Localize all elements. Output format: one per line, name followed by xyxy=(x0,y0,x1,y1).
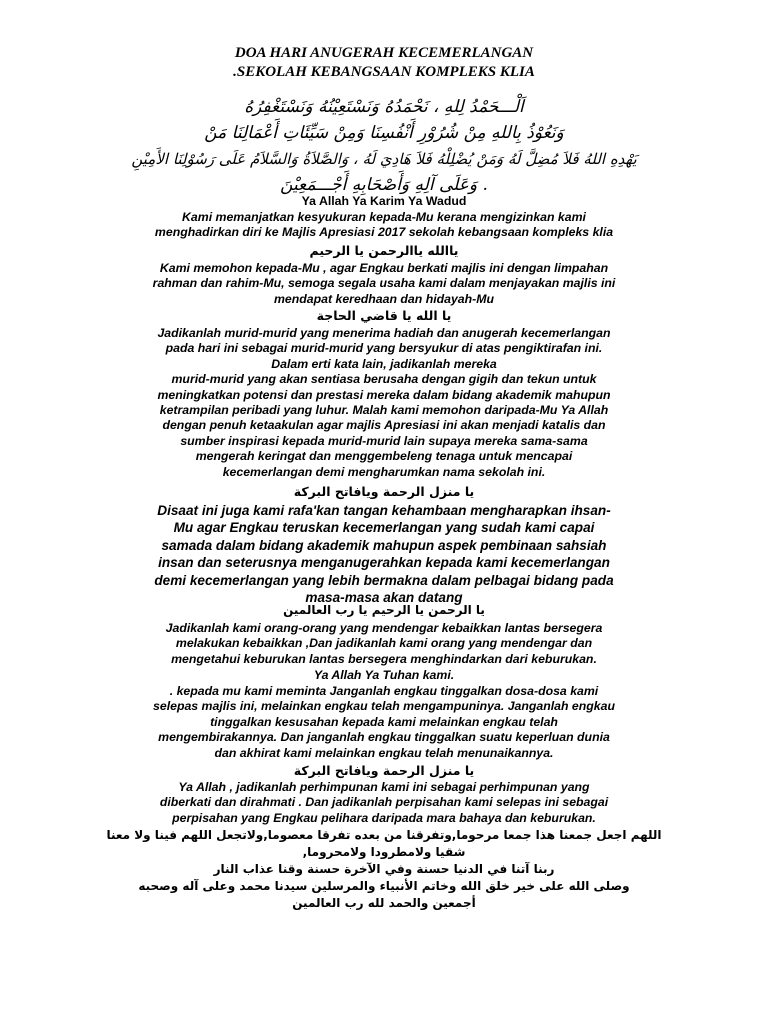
paragraph-line: diberkati dan dirahmati . Dan jadikanlah perpisahan kami selepas ini sebagai xyxy=(159,795,609,810)
arabic-line: اللهم اجعل جمعنا هذا جمعا مرحوما,وتفرقنا من بعده تفرقا معصوما,ولاتجعل اللهم فينا ولا معنا xyxy=(106,828,662,842)
paragraph xyxy=(0,780,768,826)
arabic-line: وصلى الله على خير خلق الله وخاتم الأنبياء والمرسلين سيدنا محمد وعلى آله وصحبه xyxy=(138,879,630,893)
paragraph-line: masa-masa akan datang xyxy=(305,590,463,606)
invocation: Ya Allah Ya Tuhan kami. xyxy=(313,668,455,682)
paragraph-line: demi kecemerlangan yang lebih bermakna dalam pelbagai bidang pada xyxy=(154,572,614,588)
arabic-invocation: يا الله يا قاضي الحاجة xyxy=(316,308,452,323)
paragraph-line: mengetahui keburukan lantas bersegera menghindarkan dari keburukan. xyxy=(171,651,597,666)
paragraph-line: Dalam erti kata lain, jadikanlah mereka xyxy=(271,356,497,371)
closing-arabic xyxy=(0,827,768,912)
paragraph-line: Kami memanjatkan kesyukuran kepada-Mu kerana mengizinkan kami xyxy=(182,210,586,224)
paragraph-line: kecemerlangan demi mengharumkan nama sekolah ini. xyxy=(222,464,546,479)
paragraph-line: dengan penuh ketaakulan agar majlis Apresiasi ini akan menjadi katalis dan xyxy=(162,418,606,433)
paragraph-line: Mu agar Engkau teruskan kecemerlangan yang sudah kami capai xyxy=(173,520,595,536)
arabic-line: اَلْـــحَمْدُ لِلهِ ، نَحْمَدُهُ وَنَسْتَعِيْنُهُ وَنَسْتَغْفِرُهُ xyxy=(244,97,524,117)
opening-arabic xyxy=(0,94,768,198)
title-line: DOA HARI ANUGERAH KECEMERLANGAN xyxy=(234,45,534,61)
paragraph-line: menghadirkan diri ke Majlis Apresiasi 2017 sekolah kebangsaan kompleks klia xyxy=(154,225,614,240)
paragraph-line: selepas majlis ini, melainkan engkau telah mengampuninya. Janganlah engkau xyxy=(153,699,615,714)
paragraph-line: Kami memohon kepada-Mu , agar Engkau berkati majlis ini dengan limpahan xyxy=(159,261,609,275)
paragraph-line: Jadikanlah kami orang-orang yang mendengar kebaikkan lantas bersegera xyxy=(165,621,603,635)
paragraph xyxy=(0,326,768,480)
paragraph-line: mengerah keringat dan menggembeleng tenaga untuk mencapai xyxy=(195,449,573,464)
arabic-line: شقيا ولامطرودا ولامحروما, xyxy=(302,845,466,859)
paragraph xyxy=(0,210,768,241)
document-title xyxy=(0,44,768,82)
paragraph-line: melakukan kebaikkan ,Dan jadikanlah kami orang yang mendengar dan xyxy=(175,636,593,651)
paragraph-line: samada dalam bidang akademik mahupun aspek pembinaan sahsiah xyxy=(161,537,607,553)
paragraph-line: tinggalkan kesusahan kepada kami melainkan engkau telah xyxy=(210,714,558,729)
paragraph-line: rahman dan rahim-Mu, semoga segala usaha kami dalam menjayakan majlis ini xyxy=(152,276,616,291)
arabic-line: . وَعَلَى آلِهِ وَأَصْحَابِهِ أَجْـــمَعِيْنَ xyxy=(280,175,488,195)
paragraph-line: pada hari ini sebagai murid-murid yang bersyukur di atas pengiktirafan ini. xyxy=(165,341,603,356)
paragraph-line: dan akhirat kami melainkan engkau telah menunaikannya. xyxy=(214,745,554,760)
arabic-line: أجمعين والحمد لله رب العالمين xyxy=(292,896,476,910)
paragraph-line: meningkatkan potensi dan prestasi mereka dalam bidang akademik mahupun xyxy=(157,387,611,402)
paragraph xyxy=(0,502,768,606)
arabic-line: يَهْدِهِ اللهُ فَلاَ مُضِلَّ لَهُ وَمَنْ يُضْلِلْهُ فَلاَ هَادِيَ لَهُ ، وَالصَّلاَةُ وَالسَّلاَمُ عَلَى رَسُوْلِنَا الأَمِيْنِ xyxy=(131,150,637,168)
arabic-invocation: ياالله ياالرحمن يا الرحيم xyxy=(309,243,459,258)
title-line: .SEKOLAH KEBANGSAAN KOMPLEKS KLIA xyxy=(233,64,535,80)
paragraph-line: Jadikanlah murid-murid yang menerima hadiah dan anugerah kecemerlangan xyxy=(157,326,611,340)
paragraph-line: insan dan seterusnya menganugerahkan kepada kami kecemerlangan xyxy=(158,555,610,571)
arabic-invocation: يا منزل الرحمة ويافاتح البركة xyxy=(293,763,475,778)
arabic-invocation: يا منزل الرحمة ويافاتح البركة xyxy=(293,484,475,499)
paragraph-line: ketrampilan peribadi yang luhur. Malah kami memohon daripada-Mu Ya Allah xyxy=(159,403,609,418)
paragraph-line: perpisahan yang Engkau pelihara daripada mara bahaya dan keburukan. xyxy=(172,810,596,825)
arabic-invocation: يا الرحمن يا الرحيم يا رب العالمين xyxy=(283,603,485,617)
paragraph-line: mengembirakannya. Dan janganlah engkau tinggalkan suatu keperluan dunia xyxy=(158,730,610,745)
paragraph-line: murid-murid yang akan sentiasa berusaha dengan gigih dan tekun untuk xyxy=(171,372,597,387)
paragraph-line: mendapat keredhaan dan hidayah-Mu xyxy=(273,291,495,306)
paragraph-line: Disaat ini juga kami rafa'kan tangan kehambaan mengharapkan ihsan- xyxy=(157,503,611,518)
arabic-line: وَنَعُوْذُ بِاللهِ مِنْ شُرُوْرِ أَنْفُسِنَا وَمِنْ سَيِّئَاتِ أَعْمَالِنَا مَنْ xyxy=(204,123,564,143)
paragraph xyxy=(0,261,768,307)
paragraph-line: sumber inspirasi kepada murid-murid lain supaya mereka sama-sama xyxy=(180,433,588,448)
invocation: Ya Allah Ya Karim Ya Wadud xyxy=(301,194,467,208)
arabic-line: ربنا آتنا في الدنيا حسنة وفي الآخرة حسنة وقنا عذاب النار xyxy=(213,862,555,876)
paragraph-line: Ya Allah , jadikanlah perhimpunan kami ini sebagai perhimpunan yang xyxy=(178,780,590,794)
paragraph xyxy=(0,621,768,667)
paragraph xyxy=(0,684,768,761)
paragraph-line: . kepada mu kami meminta Janganlah engkau tinggalkan dosa-dosa kami xyxy=(169,684,599,698)
